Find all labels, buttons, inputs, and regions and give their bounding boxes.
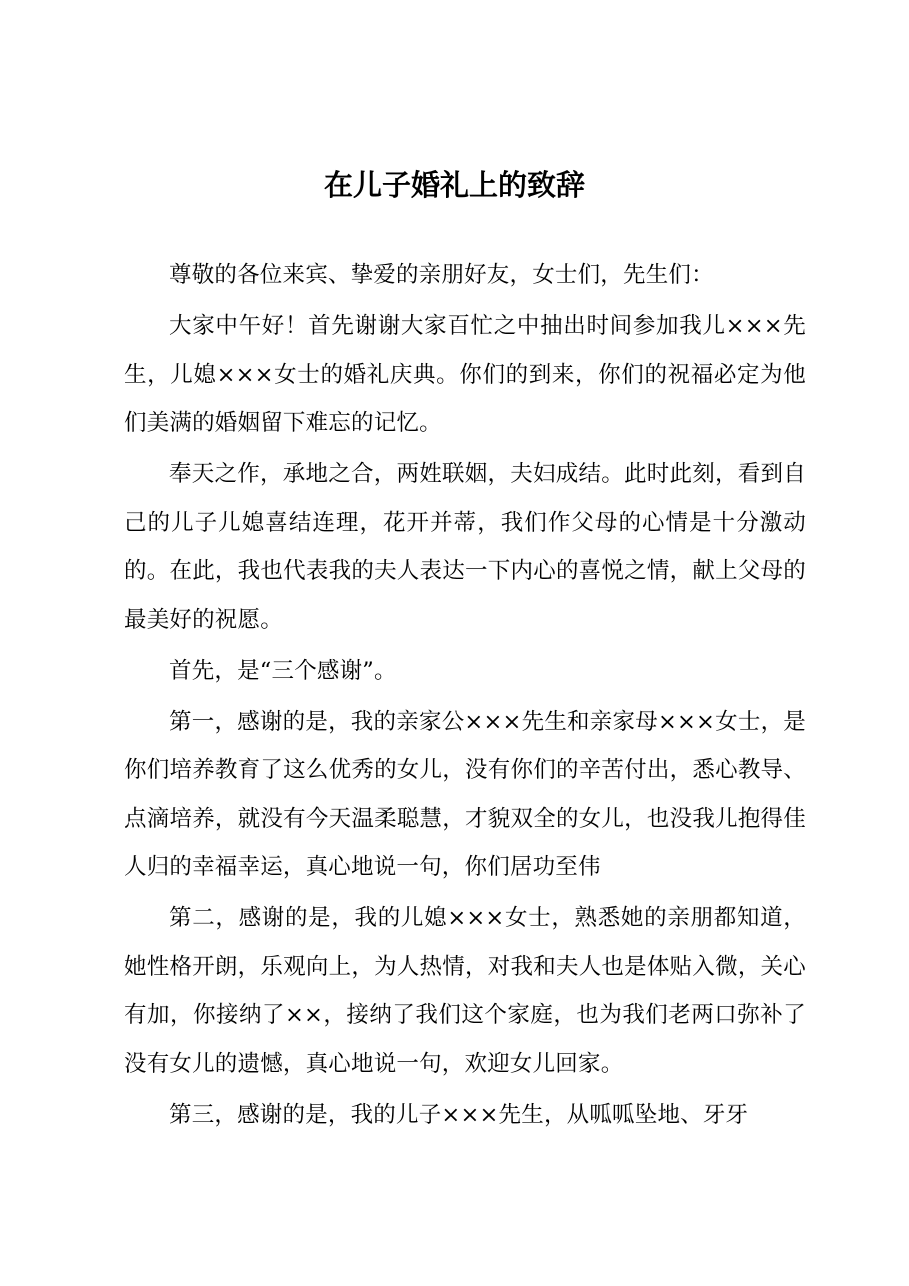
paragraph-blessing: 奉天之作，承地之合，两姓联姻，夫妇成结。此时此刻，看到自己的儿子儿媳喜结连理，花开并蒂，我们作父母的心情是十分激动的。在此，我也代表我的夫人表达一下内心的喜悦之情，献上父母的最美好的祝愿。 — [124, 461, 806, 633]
paragraph-greeting: 大家中午好！首先谢谢大家百忙之中抽出时间参加我儿×××先生，儿媳×××女士的婚礼庆典。你们的到来，你们的祝福必定为他们美满的婚姻留下难忘的记忆。 — [124, 313, 806, 436]
paragraph-first-thanks: 第一，感谢的是，我的亲家公×××先生和亲家母×××女士，是你们培养教育了这么优秀的女儿，没有你们的辛苦付出，悉心教导、点滴培养，就没有今天温柔聪慧，才貌双全的女儿，也没我儿抱得佳人归的幸福幸运，真心地说一句，你们居功至伟 — [124, 708, 806, 880]
paragraph-second-thanks: 第二，感谢的是，我的儿媳×××女士，熟悉她的亲朋都知道，她性格开朗，乐观向上，为人热情，对我和夫人也是体贴入微，关心有加，你接纳了××，接纳了我们这个家庭，也为我们老两口弥补了没有女儿的遗憾，真心地说一句，欢迎女儿回家。 — [124, 905, 806, 1077]
paragraph-third-thanks: 第三，感谢的是，我的儿子×××先生，从呱呱坠地、牙牙 — [169, 1101, 749, 1128]
paragraph-three-thanks: 首先，是“三个感谢”。 — [169, 657, 397, 684]
document-title: 在儿子婚礼上的致辞 — [323, 168, 585, 202]
document-body — [124, 251, 806, 1142]
paragraph-salutation: 尊敬的各位来宾、挚爱的亲朋好友，女士们，先生们： — [169, 262, 714, 288]
